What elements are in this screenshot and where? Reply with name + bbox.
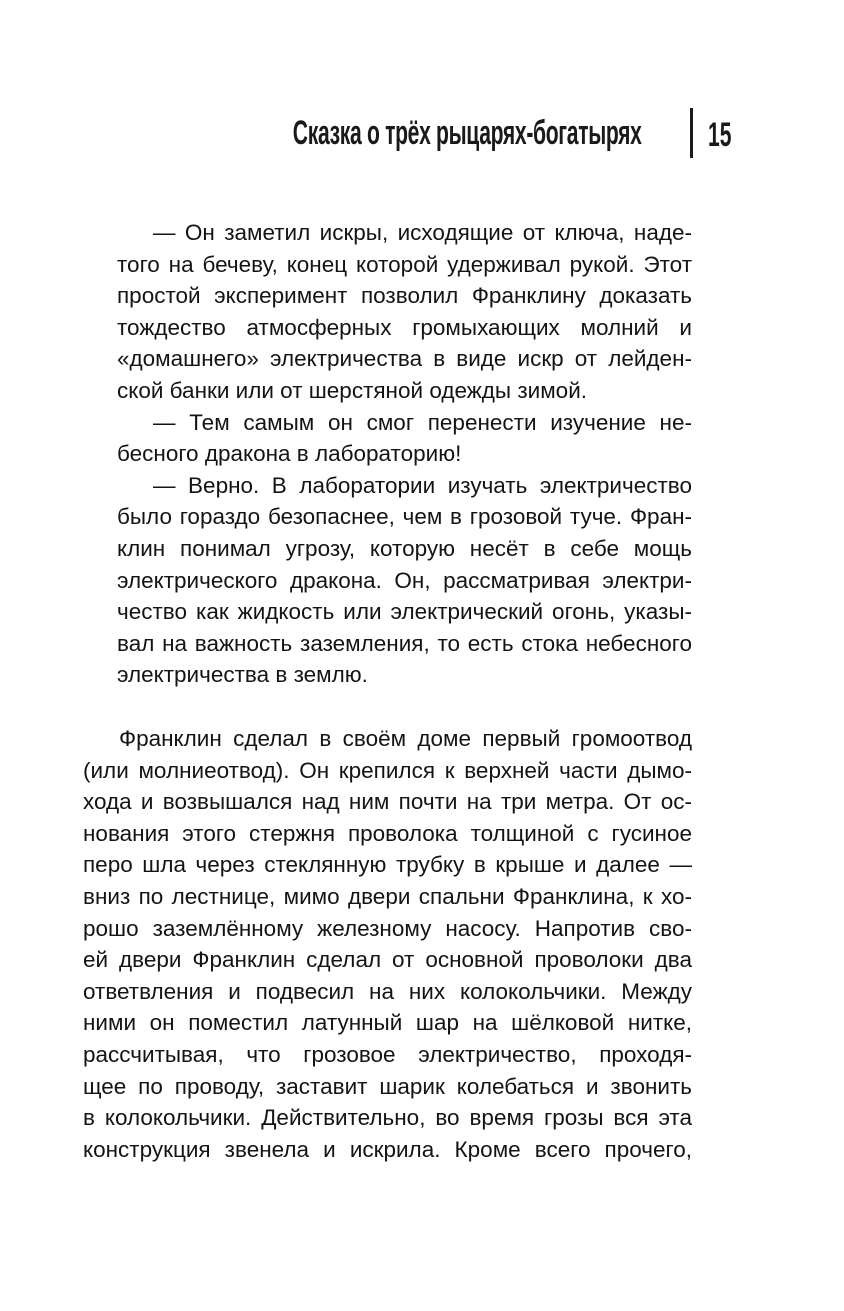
- narrative-line: ответвления и подвесил на них колокольчики. Между: [83, 978, 692, 1004]
- header-divider: [690, 108, 693, 158]
- narrative-line: конструкция звенела и искрила. Кроме всего прочего,: [83, 1136, 692, 1162]
- narrative-line: в колокольчики. Действительно, во время грозы вся эта: [83, 1105, 692, 1131]
- page-number: 15: [708, 116, 732, 154]
- narrative-block: [83, 723, 692, 1165]
- narrative-line: хода и возвышался над ним почти на три метра. От ос-: [83, 789, 692, 815]
- dialogue-line: ской банки или от шерстяной одежды зимой.: [117, 377, 588, 403]
- dialogue-line: — Он заметил искры, исходящие от ключа, наде-: [153, 220, 692, 245]
- narrative-line: перо шла через стеклянную трубку в крыше и далее —: [83, 852, 692, 878]
- dialogue-line: клин понимал угрозу, которую несёт в себе мощь: [117, 535, 692, 561]
- page-header: [0, 108, 844, 160]
- dialogue-line: бесного дракона в лабораторию!: [117, 441, 462, 467]
- narrative-line: Франклин сделал в своём доме первый громоотвод: [119, 726, 692, 751]
- dialogue-line: того на бечеву, конец которой удерживал рукой. Этот: [117, 251, 692, 277]
- narrative-line: вниз по лестнице, мимо двери спальни Франклина, к хо-: [83, 883, 692, 909]
- narrative-line: рошо заземлённому железному насосу. Напротив сво-: [83, 915, 692, 941]
- dialogue-block: [117, 217, 692, 691]
- narrative-line: рассчитывая, что грозовое электричество, проходя-: [83, 1041, 692, 1067]
- narrative-line: щее по проводу, заставит шарик колебаться и звонить: [83, 1073, 692, 1099]
- dialogue-line: чество как жидкость или электрический огонь, указы-: [117, 599, 692, 625]
- dialogue-line: простой эксперимент позволил Франклину доказать: [117, 283, 692, 309]
- narrative-line: нования этого стержня проволока толщиной с гусиное: [83, 820, 692, 846]
- dialogue-line: было гораздо безопаснее, чем в грозовой туче. Фран-: [117, 504, 692, 530]
- dialogue-line: электричества в землю.: [117, 662, 368, 688]
- running-title: Сказка о трёх рыцарях-богатырях: [293, 114, 642, 152]
- dialogue-line: тождество атмосферных громыхающих молний и: [117, 314, 692, 340]
- dialogue-line: электрического дракона. Он, рассматривая электри-: [117, 567, 692, 593]
- narrative-line: ними он поместил латунный шар на шёлковой нитке,: [83, 1010, 692, 1036]
- narrative-line: (или молниеотвод). Он крепился к верхней части дымо-: [83, 757, 692, 783]
- dialogue-line: вал на важность заземления, то есть стока небесного: [117, 630, 692, 656]
- narrative-line: ей двери Франклин сделал от основной проволоки два: [83, 947, 692, 973]
- dialogue-line: — Тем самым он смог перенести изучение не-: [153, 409, 692, 435]
- dialogue-line: — Верно. В лаборатории изучать электричество: [153, 472, 692, 498]
- dialogue-line: «домашнего» электричества в виде искр от лейден-: [117, 346, 692, 372]
